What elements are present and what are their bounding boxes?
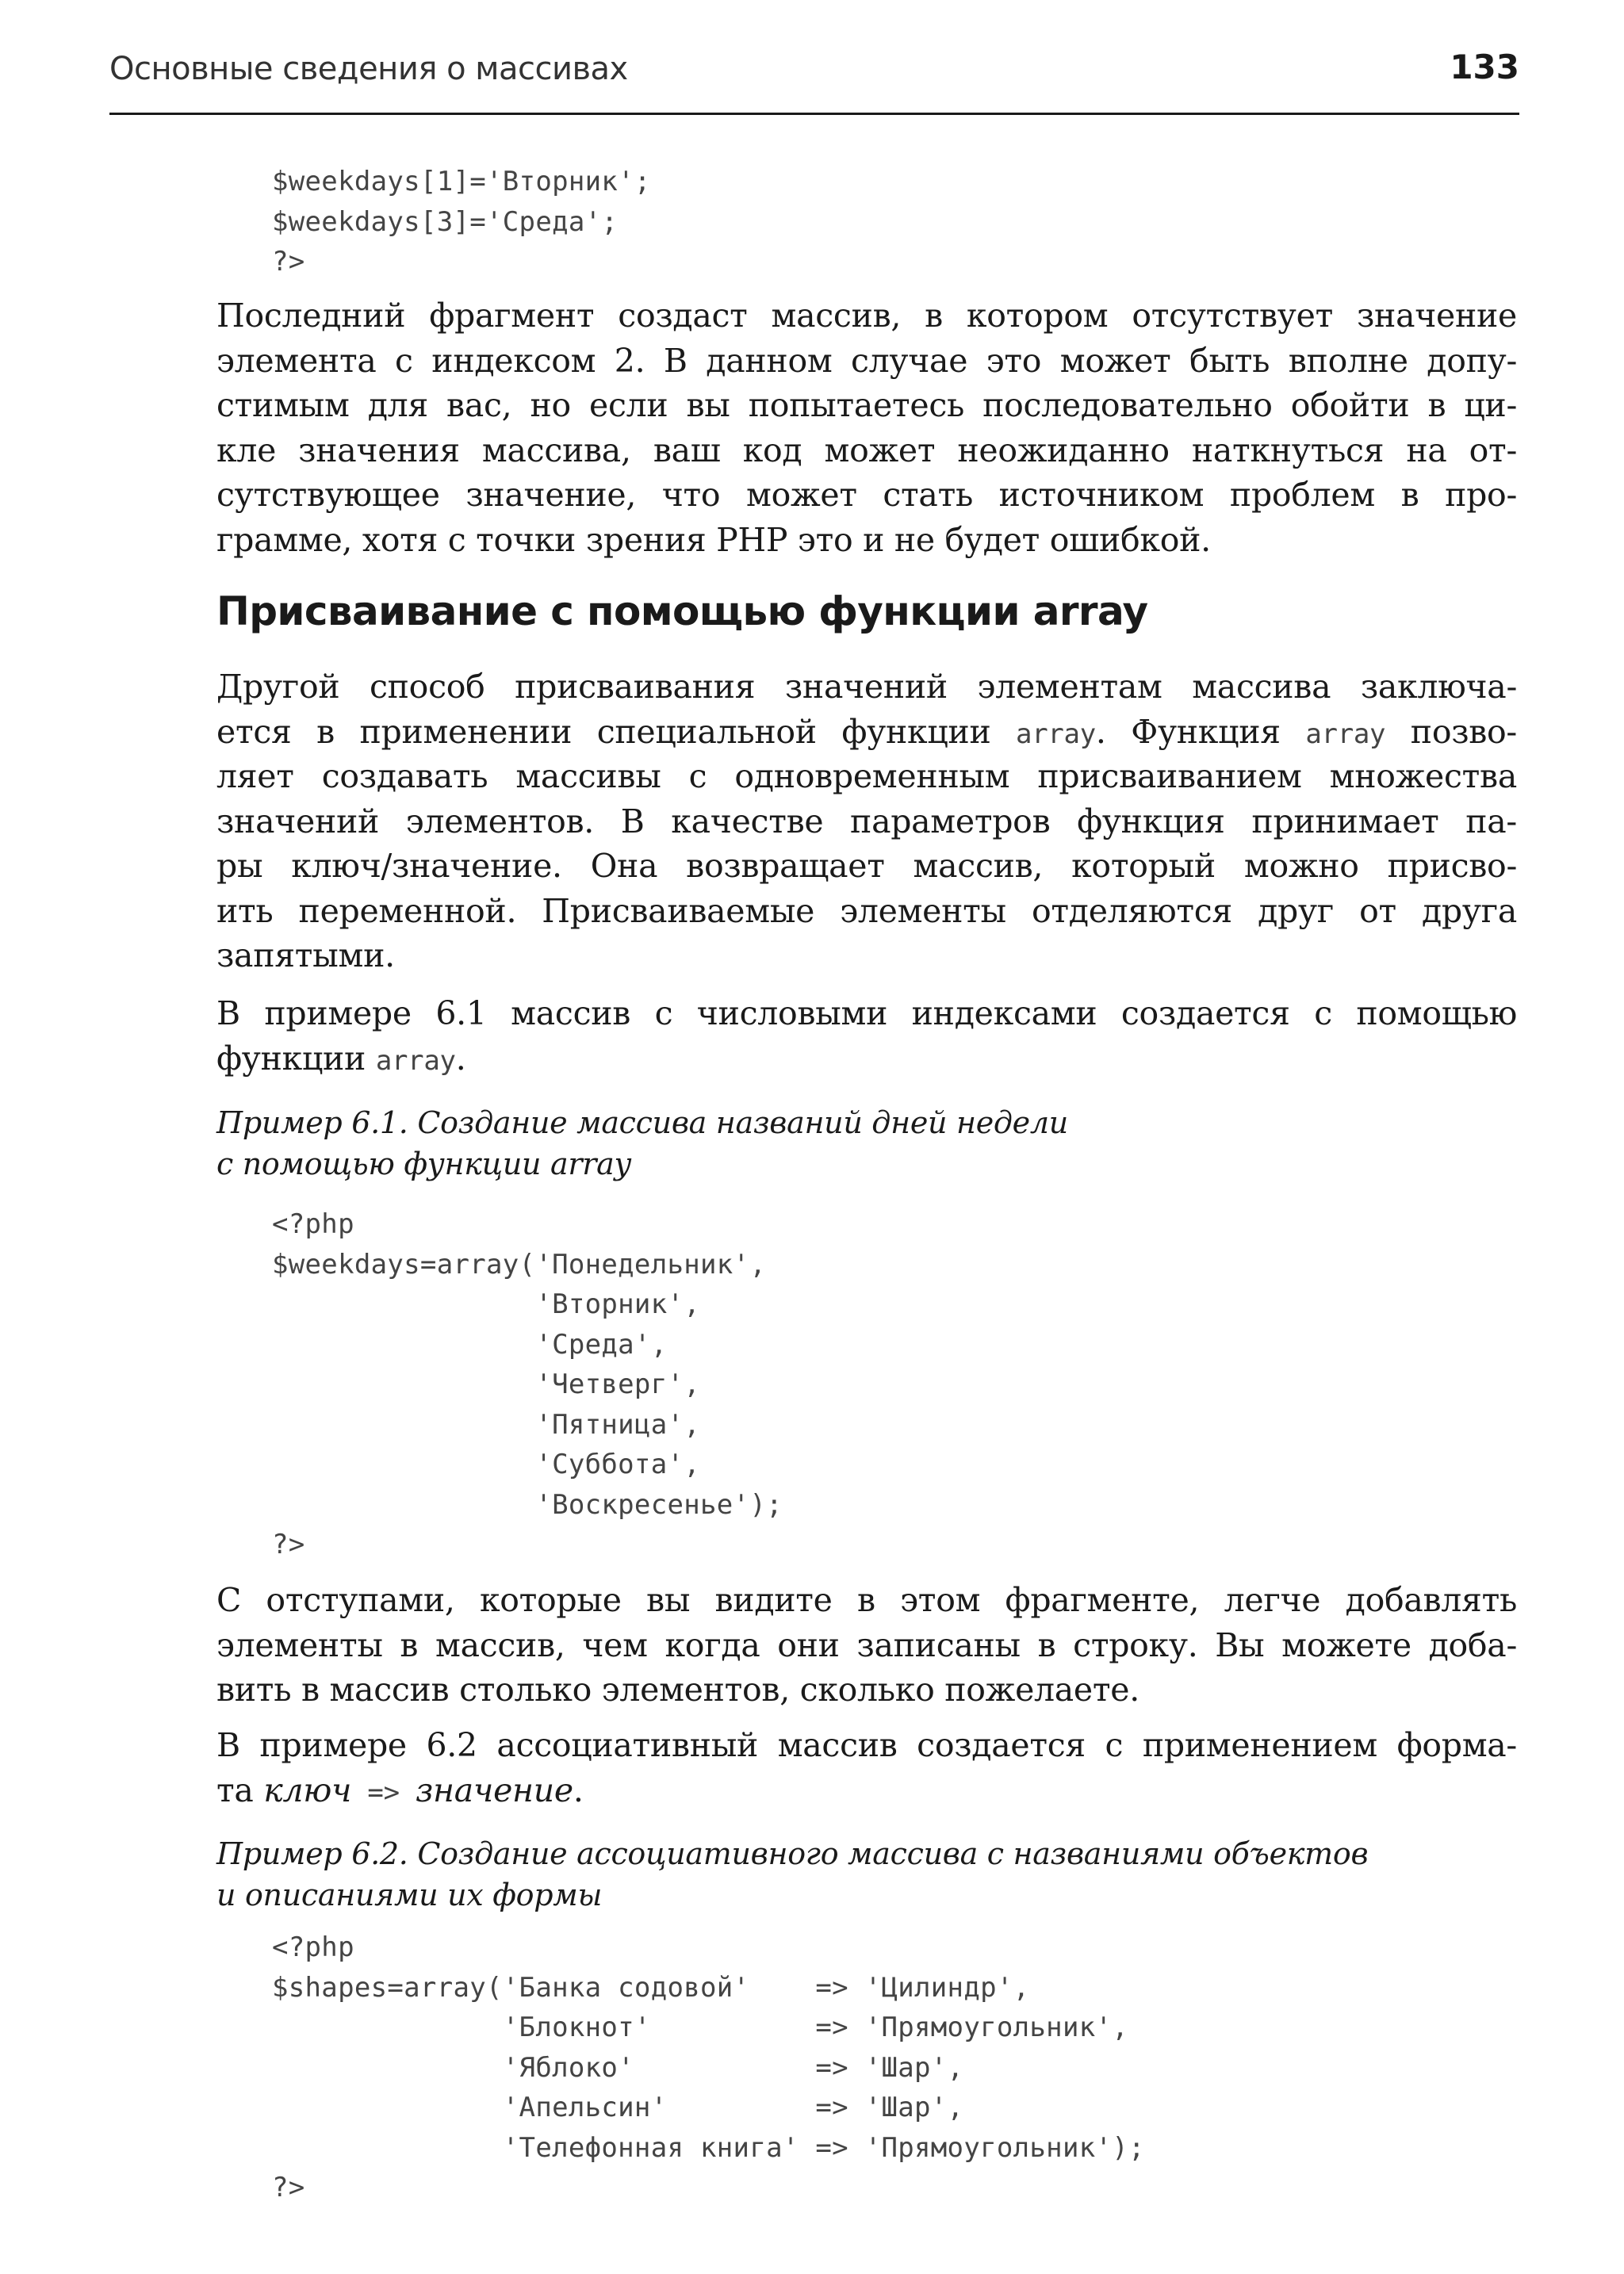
code-line: $weekdays[1]='Вторник'; (272, 166, 651, 197)
caption-line: Пример 6.1. Создание массива названий дней недели (216, 1105, 1068, 1140)
paragraph-indentation (216, 1578, 1517, 1713)
paragraph-associative-intro (216, 1723, 1517, 1813)
code-line: $shapes=array('Банка содовой' => 'Цилиндр', (272, 1971, 1030, 2004)
paragraph-line: ить переменной. Присваиваемые элементы отделяются друг от друга (216, 891, 1517, 930)
code-line: 'Блокнот' => 'Прямоугольник', (272, 2012, 1129, 2043)
code-line: 'Среда', (272, 1328, 668, 1361)
paragraph-line: В примере 6.2 ассоциативный массив создается с применением форма- (216, 1726, 1517, 1764)
paragraph-line: ляет создавать массивы с одновременным присваиванием множества (216, 757, 1517, 795)
code-line: 'Пятница', (272, 1408, 701, 1441)
text-run: функции (216, 1039, 376, 1078)
paragraph-line: сутствующее значение, что может стать источником проблем в про- (216, 476, 1517, 514)
paragraph-line: вить в массив столько элементов, сколько пожелаете. (216, 1671, 1139, 1709)
code-line: 'Суббота', (272, 1449, 701, 1480)
code-line: ?> (272, 2172, 305, 2203)
caption-line: Пример 6.2. Создание ассоциативного массива с названиями объектов (216, 1836, 1369, 1871)
text-run: . Функция (1095, 712, 1306, 751)
text-run: . (573, 1771, 584, 1809)
paragraph-line: элемента с индексом 2. В данном случае это может быть вполне допу- (216, 341, 1517, 380)
paragraph-line (216, 710, 1517, 755)
code-line: ?> (272, 1529, 305, 1560)
code-line: 'Воскресенье'); (272, 1488, 783, 1521)
code-line: <?php (272, 1931, 354, 1963)
text-run: . (455, 1039, 466, 1078)
section-heading: Присваивание с помощью функции array (216, 588, 1148, 634)
text-run: ется в применении специальной функции (216, 712, 1017, 751)
code-line: ?> (272, 246, 305, 278)
text-run: та (216, 1771, 264, 1809)
caption-line: и описаниями их формы (216, 1878, 603, 1912)
paragraph-line: стимым для вас, но если вы попытаетесь последовательно обойти в ци- (216, 386, 1517, 424)
paragraph-line: С отступами, которые вы видите в этом фрагменте, легче добавлять (216, 1581, 1517, 1619)
chapter-title: Основные сведения о массивах (109, 51, 628, 87)
code-line: 'Вторник', (272, 1288, 701, 1320)
paragraph-line: Последний фрагмент создаст массив, в котором отсутствует значение (216, 297, 1517, 335)
code-line: $weekdays=array('Понедельник', (272, 1248, 767, 1281)
example-caption-6-2 (216, 1833, 1368, 1916)
code-block-example-6-2 (272, 1928, 1145, 2208)
italic-term: значение (415, 1771, 573, 1809)
paragraph-line: В примере 6.1 массив с числовыми индексами создается с помощью (216, 994, 1517, 1032)
code-line: <?php (272, 1208, 354, 1240)
inline-code: array (1305, 718, 1386, 750)
running-header (109, 44, 1519, 115)
paragraph-example-intro (216, 991, 1517, 1081)
paragraph-line (216, 1036, 1517, 1081)
inline-code: array (1016, 718, 1096, 750)
paragraph-line: элементы в массив, чем когда они записаны в строку. Вы можете доба- (216, 1625, 1517, 1664)
paragraph-missing-index (216, 293, 1517, 562)
code-line: 'Четверг', (272, 1369, 701, 1400)
text-run: позво- (1385, 712, 1517, 751)
inline-code: => (351, 1776, 416, 1809)
paragraph-line (216, 1768, 1517, 1813)
paragraph-line: кле значения массива, ваш код может неожиданно наткнуться на от- (216, 431, 1517, 469)
code-line: 'Телефонная книга' => 'Прямоугольник'); (272, 2131, 1145, 2164)
paragraph-line: значений элементов. В качестве параметров функция принимает па- (216, 802, 1517, 840)
code-line: 'Апельсин' => 'Шар', (272, 2092, 964, 2123)
paragraph-line: Другой способ присваивания значений элементам массива заключа- (216, 668, 1517, 706)
inline-code: array (375, 1044, 456, 1077)
paragraph-line: запятыми. (216, 936, 395, 974)
italic-term: ключ (263, 1771, 352, 1809)
paragraph-array-function (216, 664, 1517, 978)
page-number: 133 (1450, 48, 1519, 86)
code-line: $weekdays[3]='Среда'; (272, 205, 619, 238)
caption-line: с помощью функции array (216, 1147, 631, 1181)
paragraph-line: грамме, хотя с точки зрения PHP это и не будет ошибкой. (216, 520, 1211, 559)
paragraph-line: ры ключ/значение. Она возвращает массив, который можно присво- (216, 847, 1517, 885)
example-caption-6-1 (216, 1102, 1068, 1185)
code-block-example-6-1 (272, 1204, 783, 1565)
code-line: 'Яблоко' => 'Шар', (272, 2051, 964, 2084)
code-block-top (272, 162, 651, 282)
